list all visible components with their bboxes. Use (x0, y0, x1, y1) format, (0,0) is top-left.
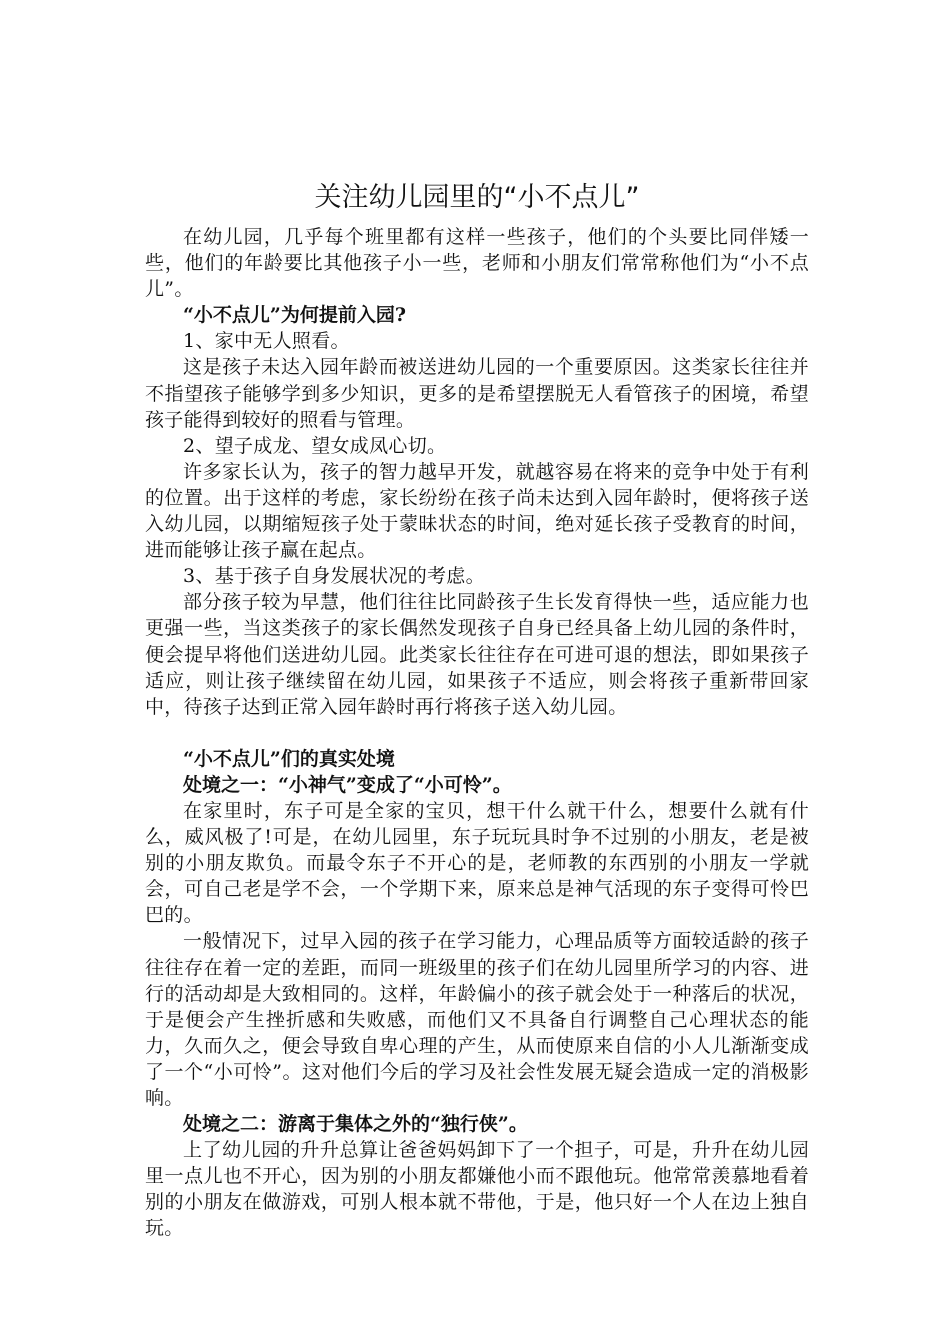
document-title: 关注幼儿园里的“小不点儿” (314, 182, 640, 213)
reason3-title: 3、基于孩子自身发展状况的考虑。 (183, 565, 485, 588)
reason1-title: 1、家中无人照看。 (183, 330, 350, 353)
case1-text2: 一般情况下，过早入园的孩子在学习能力，心理品质等方面较适龄的孩子往往存在着一定的差距，而同一班级里的孩子们在幼儿园里所学习的内容、进行的活动却是大致相同的。这样，年龄偏小的孩子就会处于一种落后的状况，于是便会产生挫折感和失败感，而他们又不具备自行调整自己心理状态的能力，久而久之，便会导致自卑心理的产生，从而使原来自信的小人儿渐渐变成了一个“小可怜”。这对他们今后的学习及社会性发展无疑会造成一定的消极影响。 (145, 930, 809, 1109)
intro-paragraph: 在幼儿园，几乎每个班里都有这样一些孩子，他们的个头要比同伴矮一些，他们的年龄要比其他孩子小一些，老师和小朋友们常常称他们为“小不点儿”。 (145, 226, 809, 301)
case1-text1: 在家里时，东子可是全家的宝贝，想干什么就干什么，想要什么就有什么，威风极了!可是，在幼儿园里，东子玩玩具时争不过别的小朋友，老是被别的小朋友欺负。而最令东子不开心的是，老师教的东西别的小朋友一学就会，可自己老是学不会，一个学期下来，原来总是神气活现的东子变得可怜巴巴的。 (145, 799, 809, 927)
reason1-text: 这是孩子未达入园年龄而被送进幼儿园的一个重要原因。这类家长往往并不指望孩子能够学到多少知识，更多的是希望摆脱无人看管孩子的困境，希望孩子能得到较好的照看与管理。 (145, 356, 809, 431)
reason2-title: 2、望子成龙、望女成凤心切。 (183, 434, 447, 457)
case2-title: 处境之二：游离于集体之外的“独行侠”。 (183, 1113, 528, 1136)
blank-line (145, 720, 809, 746)
section1-heading: “小不点儿”为何提前入园? (183, 304, 406, 327)
reason3-text: 部分孩子较为早慧，他们往往比同龄孩子生长发育得快一些，适应能力也更强一些，当这类孩子的家长偶然发现孩子自身已经具备上幼儿园的条件时，便会提早将他们送进幼儿园。此类家长往往存在可进可退的想法，即如果孩子适应，则让孩子继续留在幼儿园，如果孩子不适应，则会将孩子重新带回家中，待孩子达到正常入园年龄时再行将孩子送入幼儿园。 (145, 591, 809, 718)
reason2-text: 许多家长认为，孩子的智力越早开发，就越容易在将来的竞争中处于有利的位置。出于这样的考虑，家长纷纷在孩子尚未达到入园年龄时，便将孩子送入幼儿园，以期缩短孩子处于蒙昧状态的时间，绝对延长孩子受教育的时间，进而能够让孩子赢在起点。 (145, 460, 809, 562)
case1-title: 处境之一：“小神气”变成了“小可怜”。 (183, 773, 512, 796)
case2-text: 上了幼儿园的升升总算让爸爸妈妈卸下了一个担子，可是，升升在幼儿园里一点儿也不开心，因为别的小朋友都嫌他小而不跟他玩。他常常羡慕地看着别的小朋友在做游戏，可别人根本就不带他，于是，他只好一个人在边上独自玩。 (145, 1139, 809, 1240)
document-page (145, 172, 809, 1242)
section2-heading: “小不点儿”们的真实处境 (183, 747, 395, 770)
